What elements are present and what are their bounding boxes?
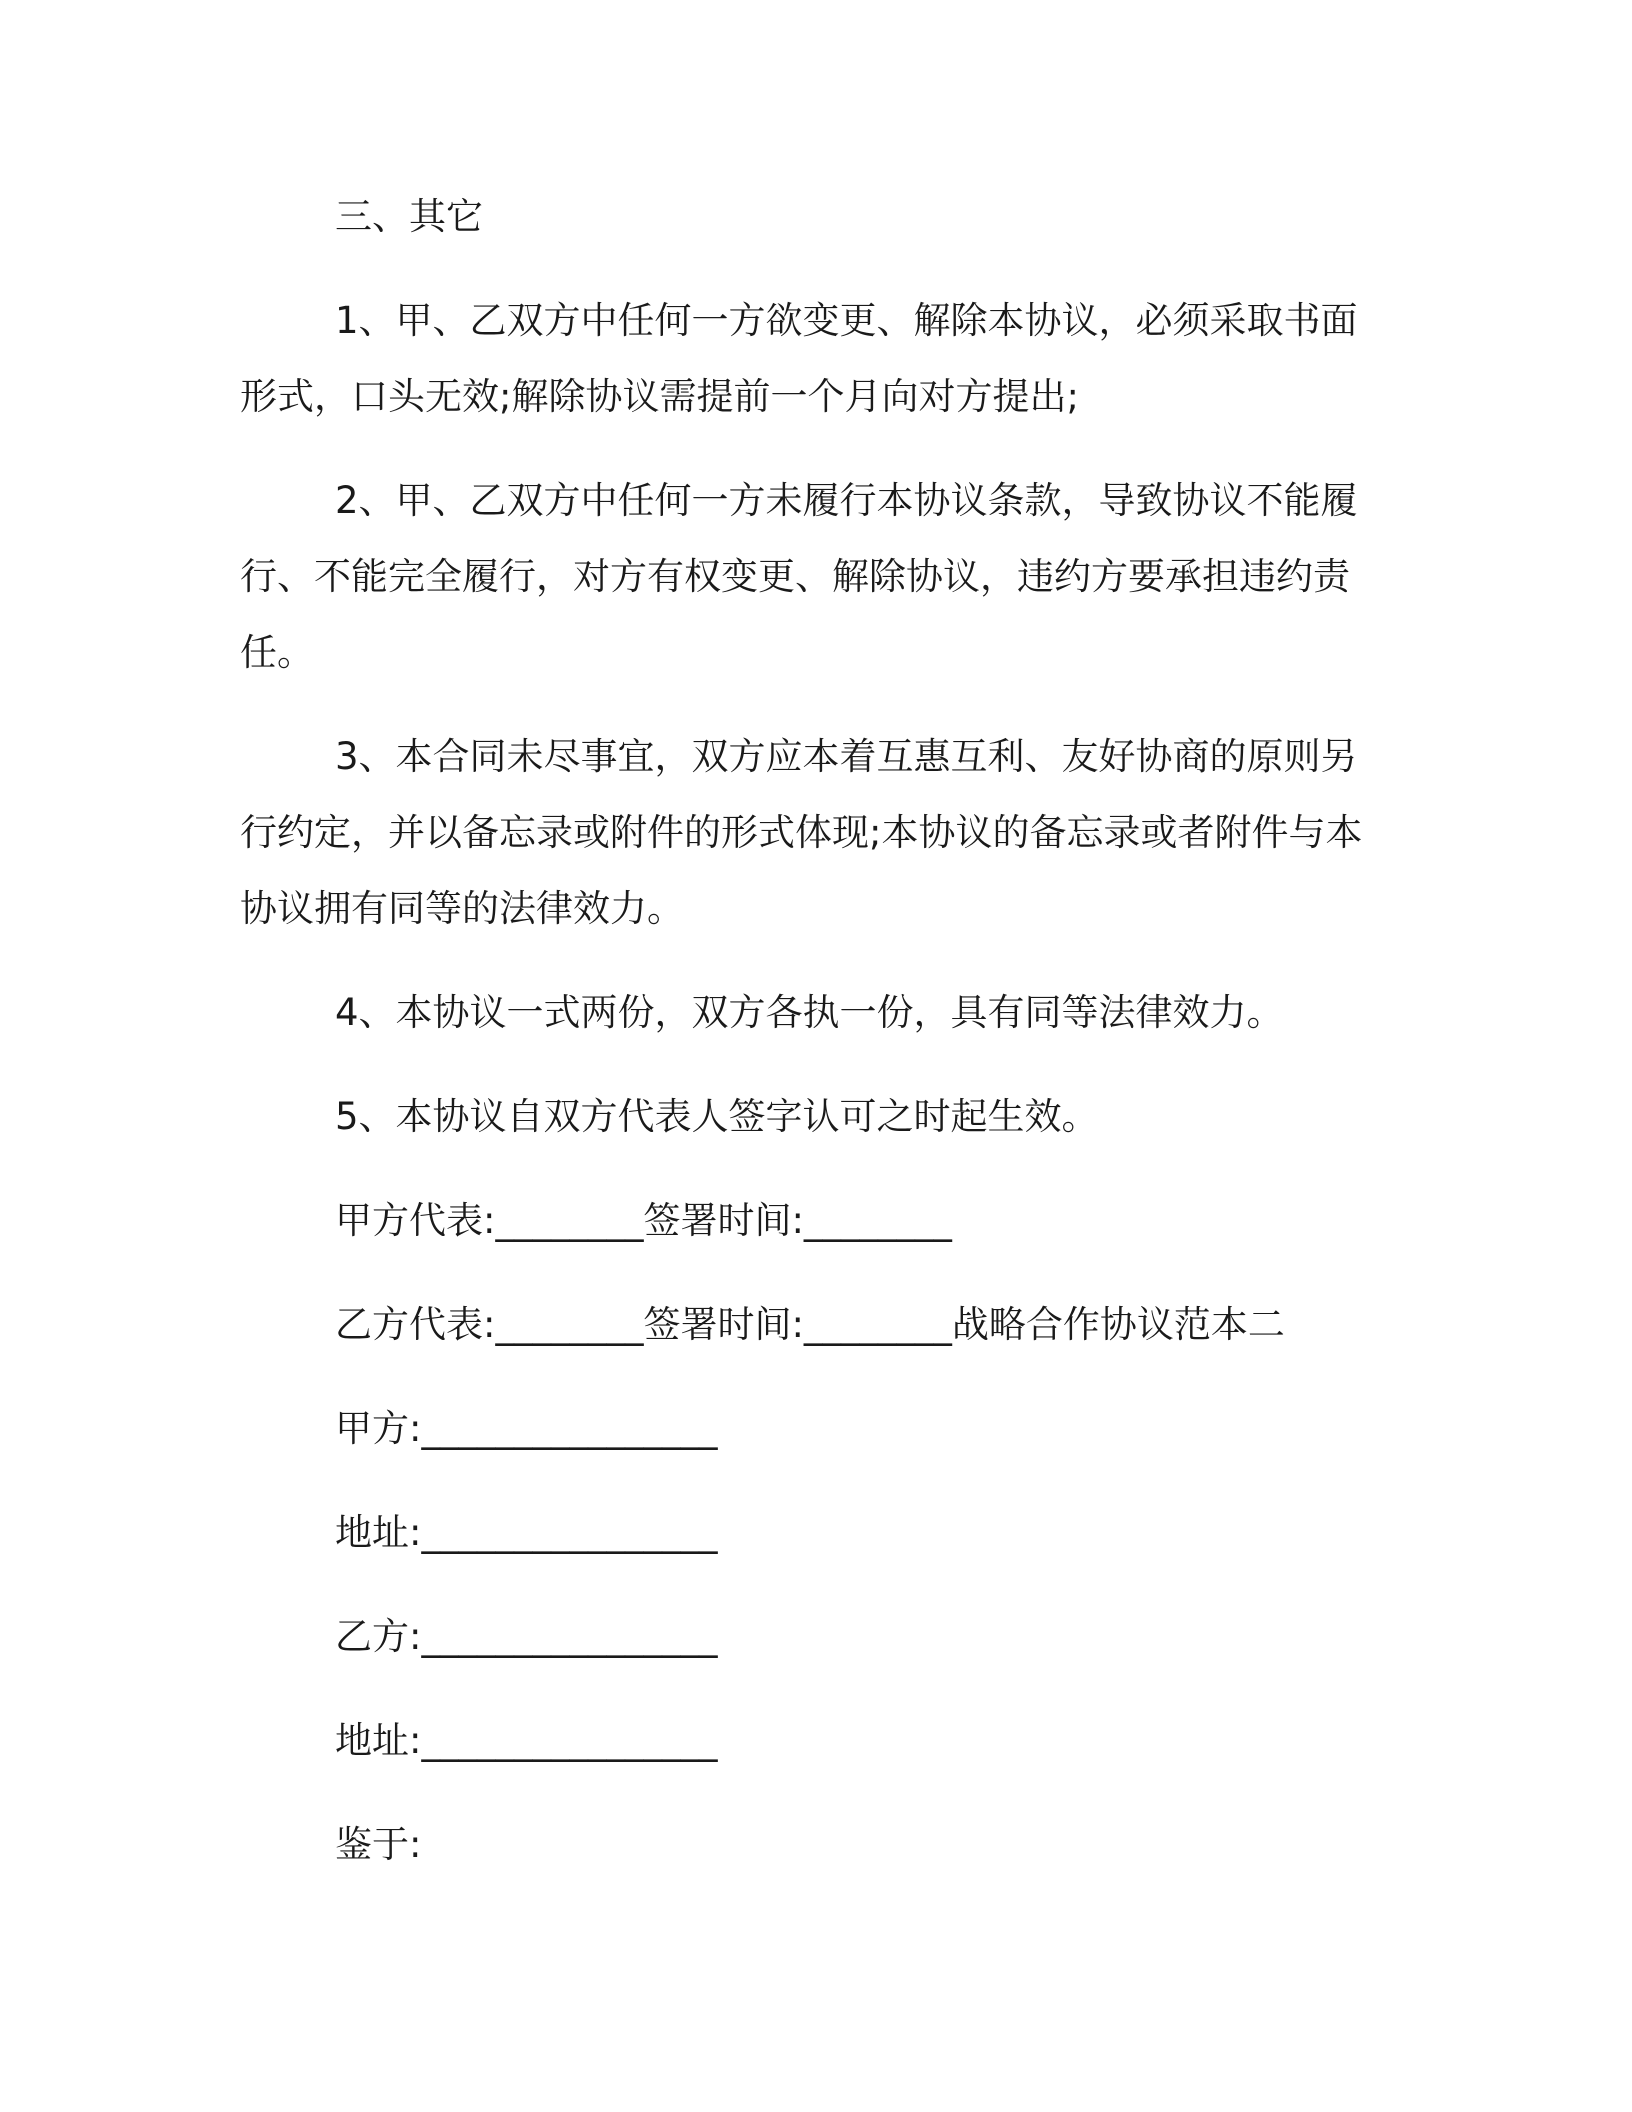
clause-1-line-1: 1、甲、乙双方中任何一方欲变更、解除本协议，必须采取书面 [335,299,1358,342]
clause-2-line-2: 行、不能完全履行，对方有权变更、解除协议，违约方要承担违约责 [240,555,1350,598]
whereas-line: 鉴于: [335,1823,422,1866]
party-b-representative-line: 乙方代表:________签署时间:________战略合作协议范本二 [335,1303,1285,1346]
clause-4-line-1: 4、本协议一式两份，双方各执一份，具有同等法律效力。 [335,991,1284,1034]
party-a-line: 甲方:________________ [335,1407,718,1450]
party-a-representative-line: 甲方代表:________签署时间:________ [335,1199,952,1242]
clause-2-line-1: 2、甲、乙双方中任何一方未履行本协议条款，导致协议不能履 [335,479,1358,522]
clause-3-line-2: 行约定，并以备忘录或附件的形式体现;本协议的备忘录或者附件与本 [240,811,1363,854]
party-a-address-line: 地址:________________ [335,1511,718,1554]
clause-3-line-3: 协议拥有同等的法律效力。 [240,887,684,930]
party-b-line: 乙方:________________ [335,1615,718,1658]
clause-3-line-1: 3、本合同未尽事宜，双方应本着互惠互利、友好协商的原则另 [335,735,1358,778]
section-heading: 三、其它 [335,195,483,238]
clause-2-line-3: 任。 [240,631,314,674]
clause-1-line-2: 形式，口头无效;解除协议需提前一个月向对方提出; [240,375,1079,418]
party-b-address-line: 地址:________________ [335,1719,718,1762]
clause-5-line-1: 5、本协议自双方代表人签字认可之时起生效。 [335,1095,1099,1138]
